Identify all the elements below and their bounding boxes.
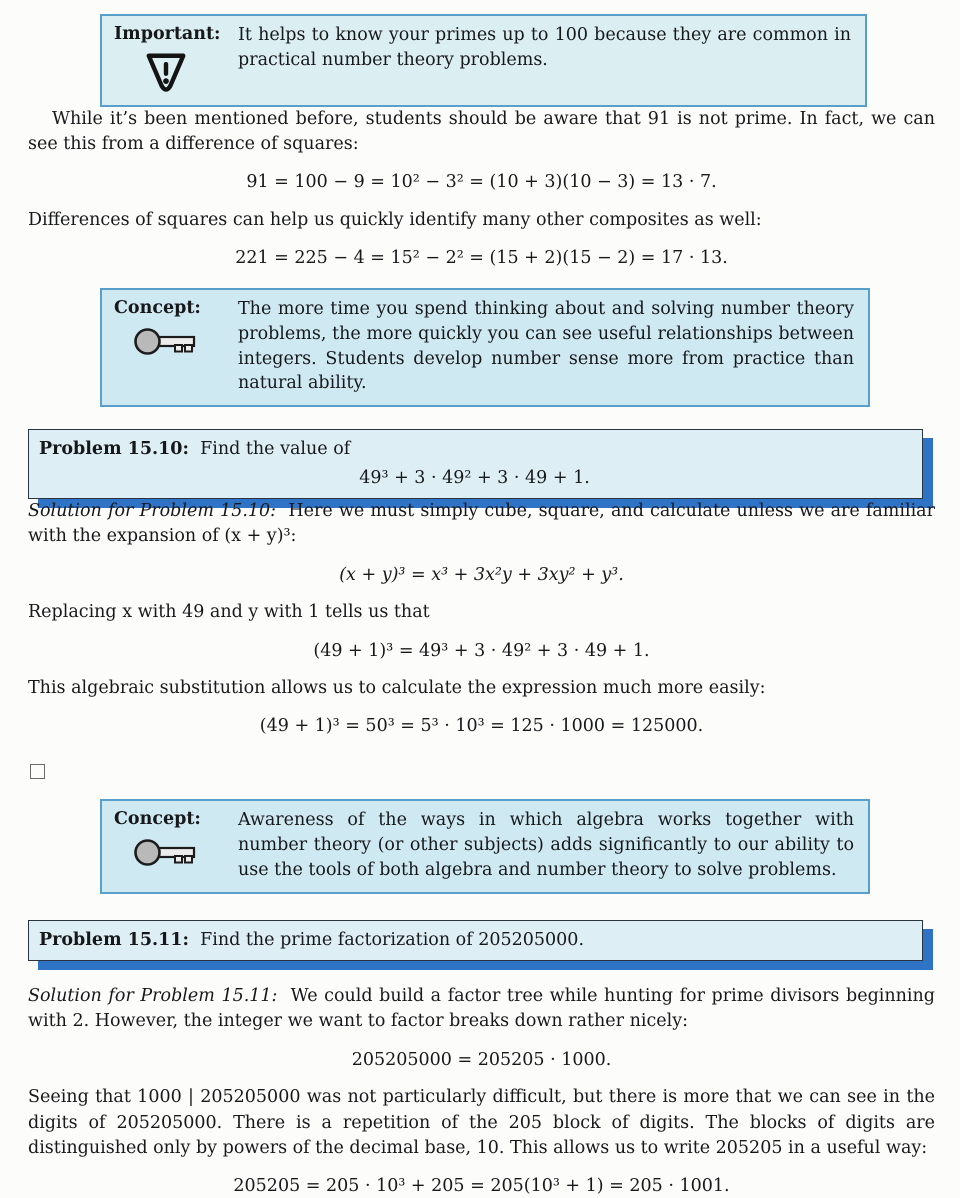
end-of-proof-square	[30, 764, 45, 779]
important-label-column	[114, 23, 221, 96]
solution-15-11-label: Solution for Problem 15.11:	[28, 986, 278, 1007]
concept-label-2: Concept:	[114, 809, 201, 830]
problem-15-11-label: Problem 15.11:	[39, 929, 189, 950]
concept-label: Concept:	[114, 297, 201, 318]
concept-label-column	[114, 297, 218, 396]
equation-substitution-49-1: (49 + 1)³ = 49³ + 3 · 49² + 3 · 49 + 1.	[313, 640, 650, 661]
exclamation-warning-icon	[143, 50, 189, 96]
problem-box-15-11	[28, 920, 923, 962]
equation-binomial-cube-expansion: (x + y)³ = x³ + 3x²y + 3xy² + y³.	[339, 564, 624, 585]
concept-callout-box-1	[100, 288, 870, 407]
problem-15-11-text: Find the prime factorization of 205205000.	[200, 929, 585, 950]
paragraph-91-not-prime: While it’s been mentioned before, students should be aware that 91 is not prime. In fact, we can see this from a difference of squares:	[28, 108, 935, 154]
paragraph-algebraic-substitution: This algebraic substitution allows us to calculate the expression much more easily:	[28, 678, 766, 699]
equation-221-difference-of-squares: 221 = 225 − 4 = 15² − 2² = (15 + 2)(15 − 2) = 17 · 13.	[235, 248, 728, 269]
solution-15-10-label: Solution for Problem 15.10:	[28, 501, 277, 522]
solution-15-10-text: Here we must simply cube, square, and calculate unless we are familiar with the expansion of (x + y)³:	[28, 501, 935, 547]
concept-callout-box-2	[100, 799, 870, 894]
problem-15-10-title	[39, 437, 910, 462]
textbook-page	[0, 14, 960, 1198]
key-icon	[133, 835, 199, 871]
paragraph-differences-of-squares: Differences of squares can help us quickly identify many other composites as well:	[28, 209, 762, 230]
concept-label-column-2	[114, 808, 218, 883]
equation-125000-result: (49 + 1)³ = 50³ = 5³ · 10³ = 125 · 1000 = 125000.	[259, 716, 704, 737]
concept-text-2: Awareness of the ways in which algebra works together with number theory (or other subjects) adds significantly to our ability to use the tools of both algebra and number theory to solve problems.	[238, 810, 854, 880]
key-icon	[133, 324, 199, 360]
important-text: It helps to know your primes up to 100 because they are common in practical number theory problems.	[238, 25, 851, 70]
problem-15-11-title	[39, 928, 910, 953]
problem-15-10-intro: Find the value of	[200, 439, 351, 460]
solution-15-11-paragraph	[28, 984, 935, 1034]
solution-15-10-paragraph	[28, 499, 935, 549]
problem-15-10-equation: 49³ + 3 · 49² + 3 · 49 + 1.	[359, 467, 590, 488]
important-callout-box	[100, 14, 867, 107]
important-label: Important:	[114, 24, 221, 44]
equation-91-difference-of-squares: 91 = 100 − 9 = 10² − 3² = (10 + 3)(10 − 3) = 13 · 7.	[246, 172, 717, 193]
equation-205205000-factored: 205205000 = 205205 · 1000.	[351, 1049, 612, 1070]
solution-15-11-text: We could build a factor tree while hunting for prime divisors beginning with 2. However, the integer we want to factor breaks down rather nicely:	[28, 986, 935, 1032]
paragraph-seeing-1000-divides: Seeing that 1000 | 205205000 was not particularly difficult, but there is more that we can see in the digits of 205205000. There is a repetition of the 205 block of digits. The blocks of digits are distinguished only by powers of the decimal base, 10. This allows us to write 205205 in a useful way:	[28, 1087, 935, 1158]
problem-15-10-label: Problem 15.10:	[39, 439, 189, 460]
problem-box-15-10	[28, 429, 923, 499]
paragraph-replacing-x-y: Replacing x with 49 and y with 1 tells us that	[28, 602, 430, 623]
equation-205205-useful-way: 205205 = 205 · 10³ + 205 = 205(10³ + 1) = 205 · 1001.	[233, 1175, 730, 1196]
concept-text-1: The more time you spend thinking about and solving number theory problems, the more quickly you can see useful relationships between integers. Students develop number sense more from practice than natural ability.	[238, 298, 854, 394]
